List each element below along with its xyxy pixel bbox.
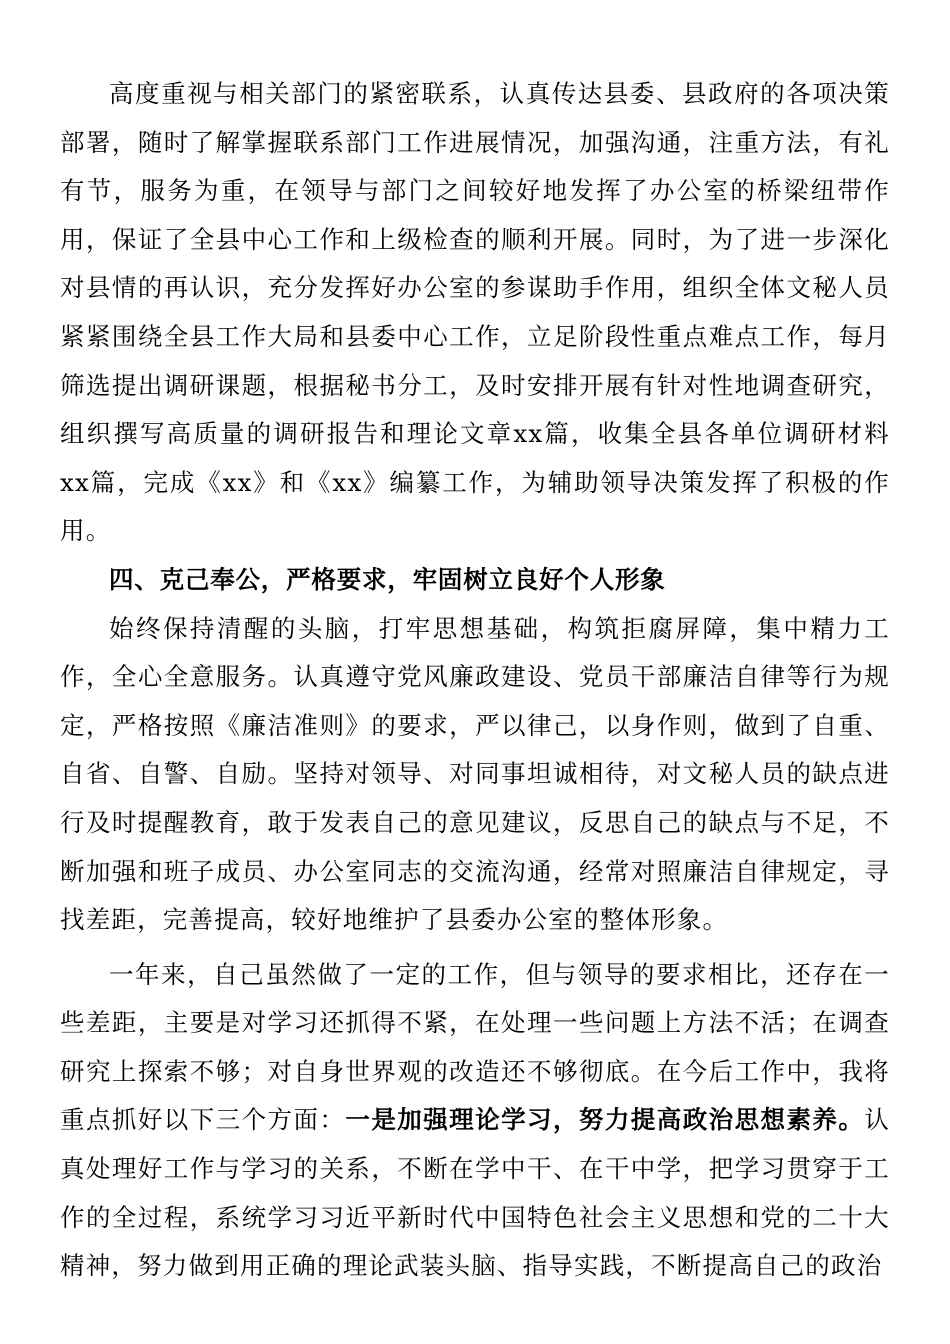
paragraph-integrity: 始终保持清醒的头脑，打牢思想基础，构筑拒腐屏障，集中精力工作，全心全意服务。认真遵守党风廉政建设、党员干部廉洁自律等行为规定，严格按照《廉洁准则》的要求，严以律己，以身作则，做到了自重、自省、自警、自励。坚持对领导、对同事坦诚相待，对文秘人员的缺点进行及时提醒教育，敢于发表自己的意见建议，反思自己的缺点与不足，不断加强和班子成员、办公室同志的交流沟通，经常对照廉洁自律规定，寻找差距，完善提高，较好地维护了县委办公室的整体形象。: [60, 613, 890, 935]
summary-text-before: 一年来，自己虽然做了一定的工作，但与领导的要求相比，还存在一些差距，主要是对学习还抓得不紧，在处理一些问题上方法不活；在调查研究上探索不够；对自身世界观的改造还不够彻底。在今后工作中，我将重点抓好以下三个方面：: [60, 959, 890, 1135]
document-page: [60, 70, 890, 1291]
paragraph-liaison-research: 高度重视与相关部门的紧密联系，认真传达县委、县政府的各项决策部署，随时了解掌握联系部门工作进展情况，加强沟通，注重方法，有礼有节，服务为重，在领导与部门之间较好地发挥了办公室的桥梁纽带作用，保证了全县中心工作和上级检查的顺利开展。同时，为了进一步深化对县情的再认识，充分发挥好办公室的参谋助手作用，组织全体文秘人员紧紧围绕全县工作大局和县委中心工作，立足阶段性重点难点工作，每月筛选提出调研课题，根据秘书分工，及时安排开展有针对性地调查研究，组织撰写高质量的调研报告和理论文章xx篇，收集全县各单位调研材料xx篇，完成《xx》和《xx》编纂工作，为辅助领导决策发挥了积极的作用。: [60, 79, 890, 546]
summary-bold-point-one: 一是加强理论学习，努力提高政治思想素养。: [345, 1105, 865, 1135]
summary-text-after: 认真处理好工作与学习的关系，不断在学中干、在干中学，把学习贯穿于工作的全过程，系统学习习近平新时代中国特色社会主义思想和党的二十大精神，努力做到用正确的理论武装头脑、指导实践，不断提高自己的政治: [60, 1105, 891, 1281]
paragraph-summary-plans: [60, 951, 890, 1291]
section-heading-four: 四、克己奉公，严格要求，牢固树立良好个人形象: [109, 564, 666, 594]
